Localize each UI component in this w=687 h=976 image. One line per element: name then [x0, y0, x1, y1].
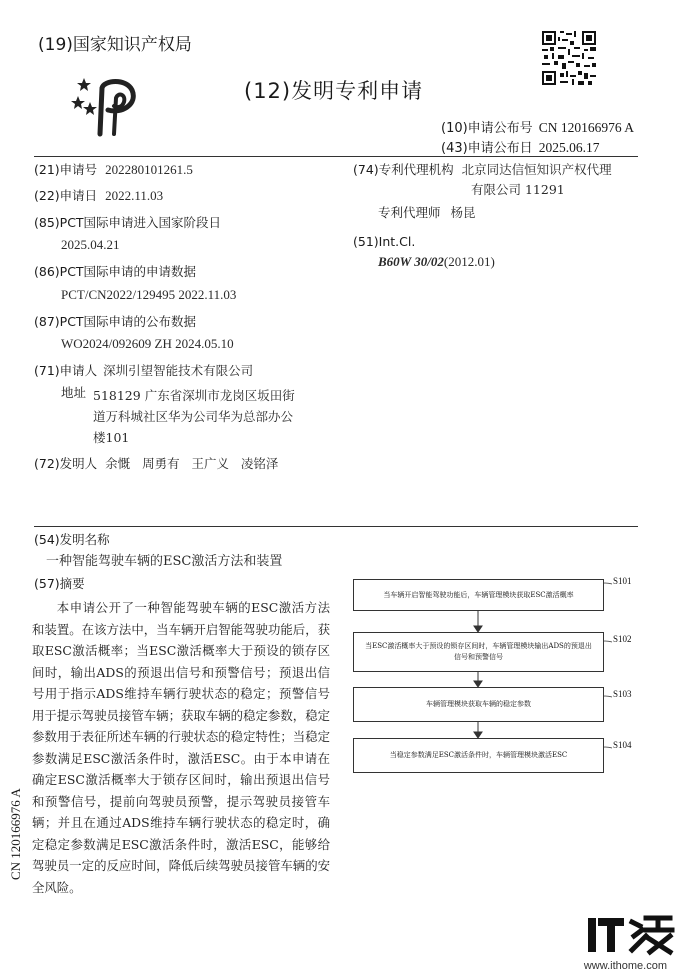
- side-publication-number: CN 120166976 A: [8, 788, 23, 880]
- flowchart-step-box: [353, 687, 604, 722]
- address-line: 518129 广东省深圳市龙岗区坂田街: [93, 388, 295, 403]
- abstract-label: (57)摘要: [34, 576, 85, 591]
- abstract-body: [32, 597, 330, 898]
- publication-date-row: [441, 137, 599, 156]
- ithome-logo-icon: [586, 912, 676, 956]
- cnipa-logo-icon: [70, 76, 146, 138]
- document-type: (12)发明专利申请: [244, 79, 424, 103]
- publication-date: 2025.06.17: [538, 140, 600, 155]
- pct-application-label: (86)PCT国际申请的申请数据: [34, 264, 197, 279]
- ipc-code: B60W 30/02: [378, 254, 444, 269]
- ipc-year: (2012.01): [443, 254, 495, 269]
- address: [93, 385, 295, 448]
- applicant-row: [34, 363, 253, 379]
- agent-row: [378, 205, 476, 221]
- office-name: (19)国家知识产权局: [38, 35, 192, 55]
- flowchart-step-text: 当车辆开启智能驾驶功能后，车辆管理模块获取ESC激活概率: [383, 590, 574, 599]
- flowchart-step-id: S101: [613, 576, 632, 586]
- flowchart-step-id: S104: [613, 740, 632, 750]
- applicant-label: (71)申请人: [34, 363, 98, 378]
- ipc-label: (51)Int.Cl.: [353, 234, 416, 249]
- title-label: (54)发明名称: [34, 532, 110, 547]
- header-divider: [34, 156, 638, 157]
- flowchart-step-box: [353, 632, 604, 672]
- flowchart-step-text: 当稳定参数满足ESC激活条件时，车辆管理模块激活ESC: [389, 751, 568, 759]
- publication-number-label: (10)申请公布号: [441, 121, 533, 136]
- ipc-row: [378, 254, 495, 270]
- body-divider: [34, 526, 638, 527]
- flowchart-step-id: S103: [613, 689, 632, 699]
- application-date: 2022.11.03: [105, 188, 164, 203]
- abstract-text: 本申请公开了一种智能驾驶车辆的ESC激活方法和装置。在该方法中，当车辆开启智能驾驶功能后，获取ESC激活概率；当ESC激活概率大于预设的锁存区间时，输出ADS的预退出信号和预警信号；预退出信号用于指示ADS维持车辆行驶状态的稳定；预警信号用于提示驾驶员接管车辆；获取车辆的稳定参数，稳定参数用于表征所述车辆的行驶状态的稳定特性；当稳定参数满足ESC激活条件时，激活ESC。由于本申请在确定ESC激活概率大于锁存区间时，输出预退出信号和预警信号，提前向驾驶员预警，提示驾驶员接管车辆；并且在通过ADS维持车辆行驶状态的稳定时，确定稳定参数满足ESC激活条件时，激活ESC，能够给驾驶员一定的反应时间，降低后续驾驶员接管车辆的安全风险。: [32, 600, 330, 895]
- inventors-label: (72)发明人: [34, 456, 98, 471]
- pct-entry-date: 2025.04.21: [61, 237, 120, 252]
- pct-publication-label: (87)PCT国际申请的公布数据: [34, 314, 197, 329]
- pct-entry-label: (85)PCT国际申请进入国家阶段日: [34, 215, 222, 230]
- invention-title: 一种智能驾驶车辆的ESC激活方法和装置: [46, 554, 283, 569]
- ithome-url: www.ithome.com: [583, 960, 667, 972]
- flowchart-step-box: [353, 738, 604, 773]
- agent: 杨昆: [450, 205, 476, 220]
- publication-number: CN 120166976 A: [538, 120, 634, 135]
- inventors: 余慨 周勇有 王广义 凌铭泽: [105, 456, 279, 471]
- inventors-row: [34, 456, 278, 472]
- publication-number-row: [441, 117, 634, 136]
- application-date-label: (22)申请日: [34, 188, 98, 203]
- qr-code: [542, 31, 596, 85]
- address-label: 地址: [61, 385, 87, 400]
- flowchart-step-id: S102: [613, 634, 632, 644]
- flowchart-step-text: 车辆管理模块获取车辆的稳定参数: [426, 700, 531, 708]
- applicant: 深圳引望智能技术有限公司: [103, 363, 254, 378]
- pct-publication-data: WO2024/092609 ZH 2024.05.10: [61, 336, 234, 351]
- flowchart-step-text: 当ESC激活概率大于预设的锁存区间时，车辆管理模块输出ADS的预退出信号和预警信号: [365, 642, 592, 661]
- publication-date-label: (43)申请公布日: [441, 141, 533, 156]
- agency: 北京同达信恒知识产权代理: [461, 162, 612, 177]
- application-date-row: [34, 188, 163, 204]
- agency-label: (74)专利代理机构: [353, 162, 454, 177]
- application-number-row: [34, 162, 193, 178]
- address-line: 道万科城社区华为公司华为总部办公: [93, 409, 294, 424]
- agency-continued: 有限公司 11291: [471, 182, 565, 197]
- application-number: 202280101261.5: [105, 162, 193, 177]
- flowchart-step-box: [353, 579, 604, 611]
- agent-label: 专利代理师: [378, 205, 441, 220]
- address-line: 楼101: [93, 430, 130, 445]
- application-number-label: (21)申请号: [34, 162, 98, 177]
- pct-application-data: PCT/CN2022/129495 2022.11.03: [61, 287, 237, 302]
- agency-row: [353, 162, 612, 178]
